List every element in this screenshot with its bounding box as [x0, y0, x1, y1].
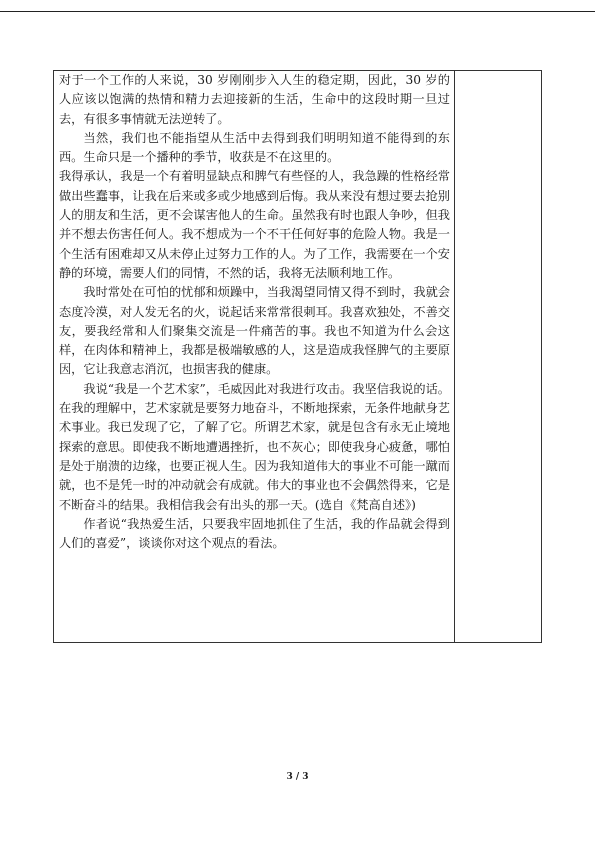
question-paragraph: 作者说“我热爱生活，只要我牢固地抓住了生活，我的作品就会得到人们的喜爱”，谈谈你对这个观点的看法。	[59, 516, 450, 551]
header-rule	[0, 11, 595, 12]
paragraph-1: 对于一个工作的人来说，30 岁刚刚步入人生的稳定期，因此，30 岁的人应该以饱满的热情和精力去迎接新的生活，生命中的这段时期一旦过去，有很多事情就无法逆转了。	[59, 73, 450, 126]
reading-passage-cell	[59, 71, 450, 553]
page-number: 3 / 3	[286, 772, 309, 782]
paragraph-4: 我时常处在可怕的忧郁和烦躁中，当我渴望同情又得不到时，我就会态度冷漠，对人发无名的火，说起话来常常很刺耳。我喜欢独处，不善交友，要我经常和人们聚集交流是一件痛苦的事。我也不知道为什么会这样，在肉体和精神上，我都是极端敏感的人，这是造成我怪脾气的主要原因，它让我意志消沉，也损害我的健康。	[59, 285, 450, 377]
paragraph-5: 我说“我是一个艺术家”，毛威因此对我进行攻击。我坚信我说的话。在我的理解中，艺术家就是要努力地奋斗，不断地探索，无条件地献身艺术事业。我已发现了它，了解了它。所谓艺术家，就是包含有永无止境地探索的意思。即使我不断地遭遇挫折，也不灰心；即使我身心疲惫，哪怕是处于崩溃的边缘，也要正视人生。因为我知道伟大的事业不可能一蹴而就，也不是凭一时的冲动就会有成就。伟大的事业也不会偶然得来，它是不断奋斗的结果。我相信我会有出头的那一天。(选自《梵高自述》)	[59, 381, 450, 512]
paragraph-3: 我得承认，我是一个有着明显缺点和脾气有些怪的人，我急躁的性格经常做出些蠢事，让我在后来或多或少地感到后悔。我从来没有想过要去抢别人的朋友和生活，更不会谋害他人的生命。虽然我有时也跟人争吵，但我并不想去伤害任何人。我不想成为一个不干任何好事的危险人物。我是一个生活有困难却又从未停止过努力工作的人。为了工作，我需要在一个安静的环境，需要人们的同情，不然的话，我将无法顺利地工作。	[59, 169, 450, 280]
paragraph-2: 当然，我们也不能指望从生活中去得到我们明明知道不能得到的东西。生命只是一个播种的季节，收获是不在这里的。	[59, 130, 450, 165]
notes-cell	[455, 71, 542, 642]
content-table	[53, 70, 542, 643]
